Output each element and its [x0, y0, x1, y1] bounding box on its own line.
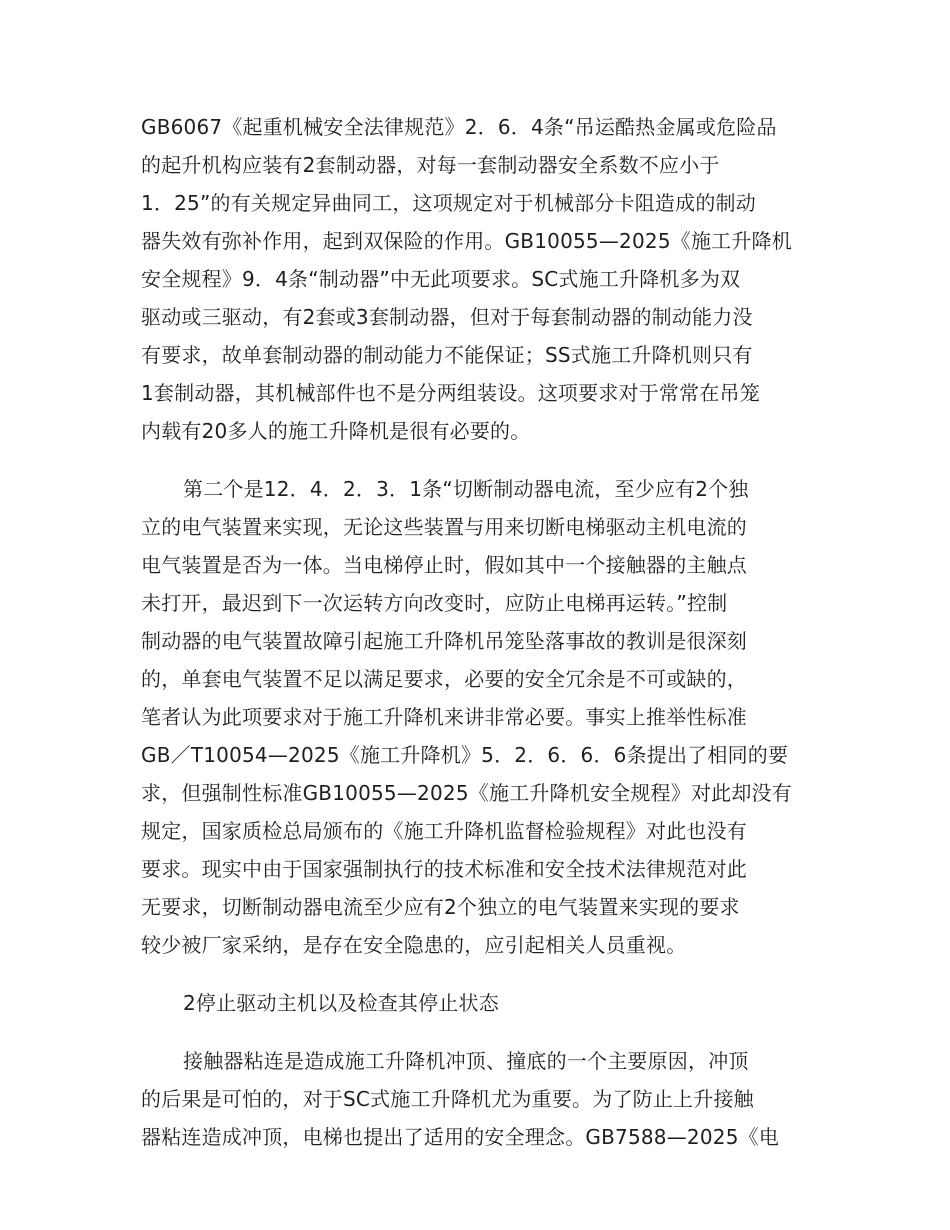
paragraph-2-line-12: 无要求，切断制动器电流至少应有2个独立的电气装置来实现的要求 [141, 895, 740, 919]
paragraph-2-line-13: 较少被厂家采纳，是存在安全隐患的，应引起相关人员重视。 [141, 933, 687, 957]
paragraph-1-line-1: GB6067《起重机械安全法律规范》2．6．4条“吊运酷热金属或危险品 [141, 115, 777, 139]
paragraph-2-line-5: 制动器的电气装置故障引起施工升降机吊笼坠落事故的教训是很深刻 [141, 629, 747, 653]
paragraph-2-line-11: 要求。现实中由于国家强制执行的技术标准和安全技术法律规范对此 [141, 857, 747, 881]
paragraph-2-line-4: 未打开，最迟到下一次运转方向改变时，应防止电梯再运转。”控制 [141, 591, 728, 615]
section-heading: 2停止驱动主机以及检查其停止状态 [183, 991, 499, 1015]
paragraph-1-line-9: 内载有20多人的施工升降机是很有必要的。 [141, 419, 531, 443]
paragraph-1-line-5: 安全规程》9．4条“制动器”中无此项要求。SC式施工升降机多为双 [141, 267, 741, 291]
paragraph-3-line-1: 接触器粘连是造成施工升降机冲顶、撞底的一个主要原因，冲顶 [183, 1049, 749, 1073]
paragraph-1-line-3: 1．25”的有关规定异曲同工，这项规定对于机械部分卡阻造成的制动 [141, 191, 756, 215]
paragraph-2-line-10: 规定，国家质检总局颁布的《施工升降机监督检验规程》对此也没有 [141, 819, 747, 843]
paragraph-2-line-6: 的，单套电气装置不足以满足要求，必要的安全冗余是不可或缺的， [141, 667, 747, 691]
paragraph-2-line-2: 立的电气装置来实现，无论这些装置与用来切断电梯驱动主机电流的 [141, 515, 747, 539]
paragraph-3-line-2: 的后果是可怕的，对于SC式施工升降机尤为重要。为了防止上升接触 [141, 1087, 754, 1111]
paragraph-1-line-7: 有要求，故单套制动器的制动能力不能保证；SS式施工升降机则只有 [141, 343, 753, 367]
paragraph-1-line-8: 1套制动器，其机械部件也不是分两组装设。这项要求对于常常在吊笼 [141, 381, 760, 405]
paragraph-1-line-6: 驱动或三驱动，有2套或3套制动器，但对于每套制动器的制动能力没 [141, 305, 753, 329]
paragraph-1-line-4: 器失效有弥补作用，起到双保险的作用。GB10055—2025《施工升降机 [141, 229, 792, 253]
paragraph-2-line-9: 求，但强制性标准GB10055—2025《施工升降机安全规程》对此却没有 [141, 781, 792, 805]
paragraph-2-line-8: GB／T10054—2025《施工升降机》5．2．6．6．6条提出了相同的要 [141, 743, 789, 767]
paragraph-2-line-3: 电气装置是否为一体。当电梯停止时，假如其中一个接触器的主触点 [141, 553, 747, 577]
paragraph-2-line-7: 笔者认为此项要求对于施工升降机来讲非常必要。事实上推举性标准 [141, 705, 747, 729]
paragraph-3-line-3: 器粘连造成冲顶，电梯也提出了适用的安全理念。GB7588—2025《电 [141, 1125, 780, 1149]
paragraph-1-line-2: 的起升机构应装有2套制动器，对每一套制动器安全系数不应小于 [141, 153, 720, 177]
paragraph-2-line-1: 第二个是12．4．2．3．1条“切断制动器电流，至少应有2个独 [183, 477, 749, 501]
